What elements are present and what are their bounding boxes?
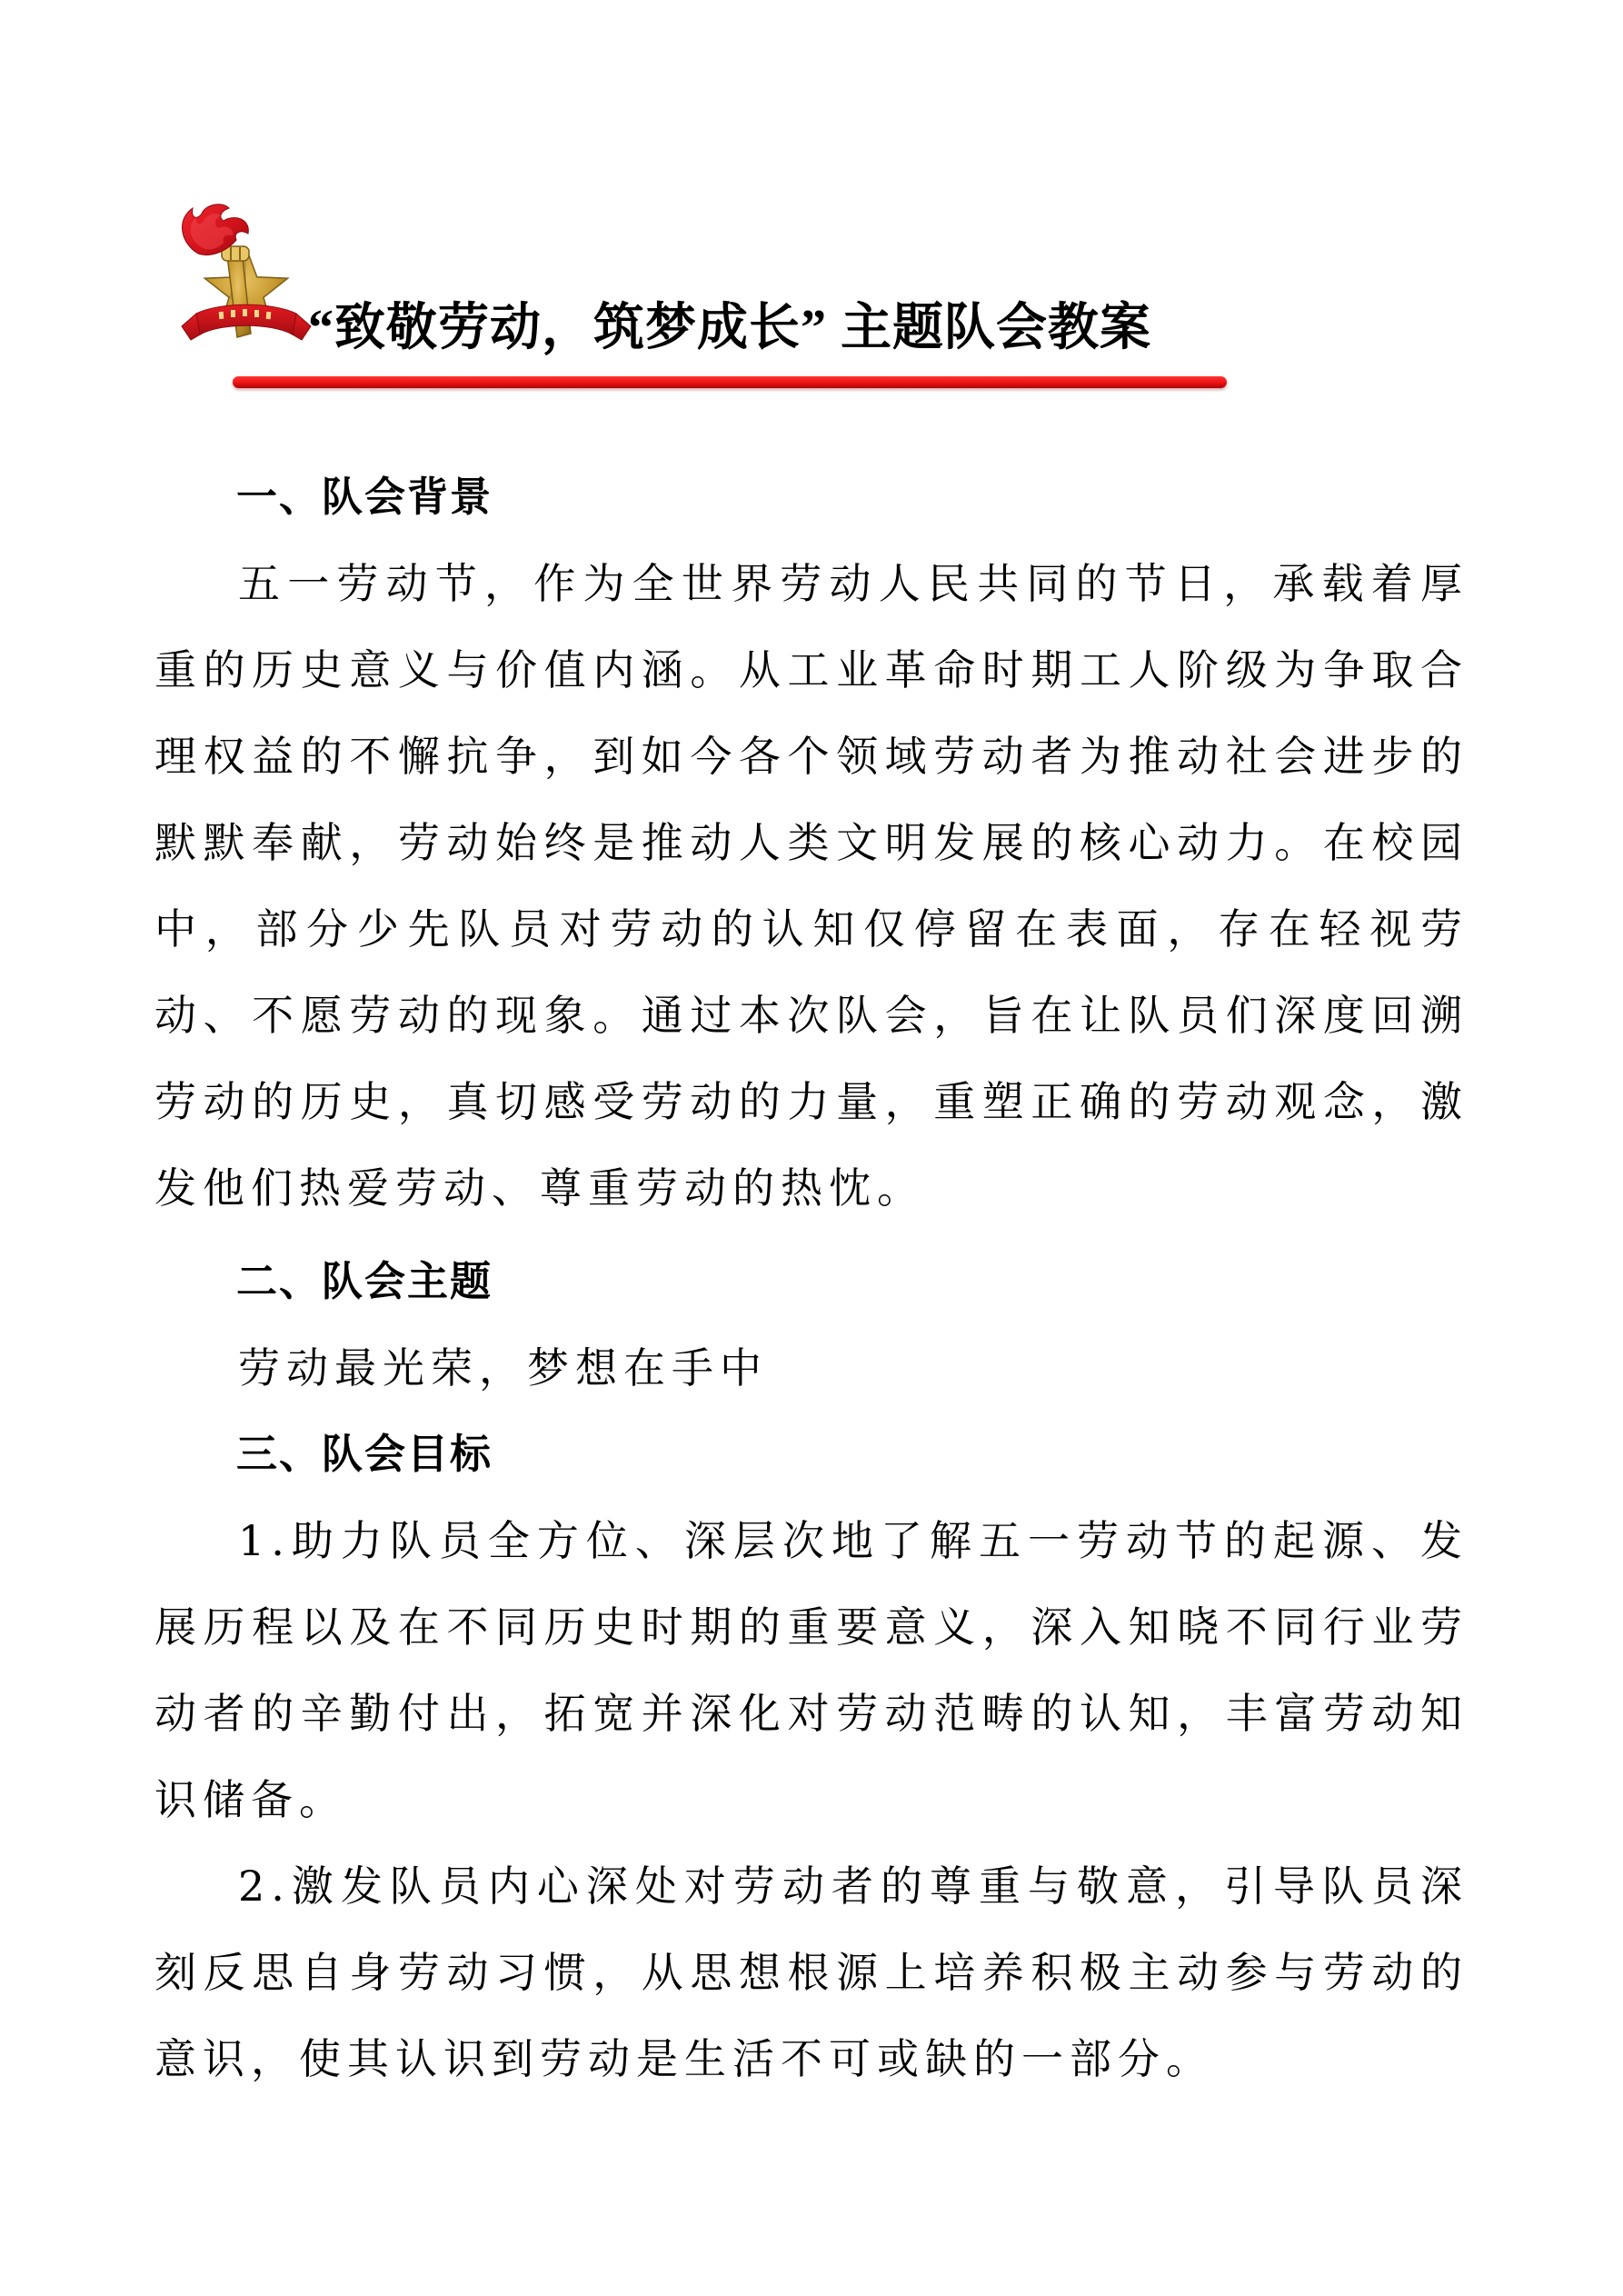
title-underline-divider [233,376,1227,388]
document-title: “致敬劳动，筑梦成长” 主题队会教案 [308,300,1151,356]
document-header [233,287,1227,388]
section-meeting-theme [154,1239,1469,1412]
section-paragraph: 劳动最光荣，梦想在手中 [238,1343,768,1393]
section-heading-background: 一、队会背景 [236,474,493,520]
section-heading-goals: 三、队会目标 [236,1432,493,1477]
section-paragraph: 2.激发队员内心深处对劳动者的尊重与敬意，引导队员深刻反思自身劳动习惯，从思想根源上培养积极主动参与劳动的意识，使其认识到劳动是生活不可或缺的一部分。 [154,1862,1469,2083]
section-heading-theme: 二、队会主题 [236,1259,493,1304]
section-meeting-goals [154,1412,1469,2102]
section-paragraph: 五一劳动节，作为全世界劳动人民共同的节日，承载着厚重的历史意义与价值内涵。从工业革命时期工人阶级为争取合理权益的不懈抗争，到如今各个领域劳动者为推动社会进步的默默奉献，劳动始终是推动人类文明发展的核心动力。在校园中，部分少先队员对劳动的认知仅停留在表面，存在轻视劳动、不愿劳动的现象。通过本次队会，旨在让队员们深度回溯劳动的历史，真切感受劳动的力量，重塑正确的劳动观念，激发他们热爱劳动、尊重劳动的热忱。 [154,559,1469,1213]
document-body [154,454,1469,2102]
section-paragraph: 1.助力队员全方位、深层次地了解五一劳动节的起源、发展历程以及在不同历史时期的重要意义，深入知晓不同行业劳动者的辛勤付出，拓宽并深化对劳动范畴的认知，丰富劳动知识储备。 [154,1516,1469,1824]
section-meeting-background [154,454,1469,1232]
